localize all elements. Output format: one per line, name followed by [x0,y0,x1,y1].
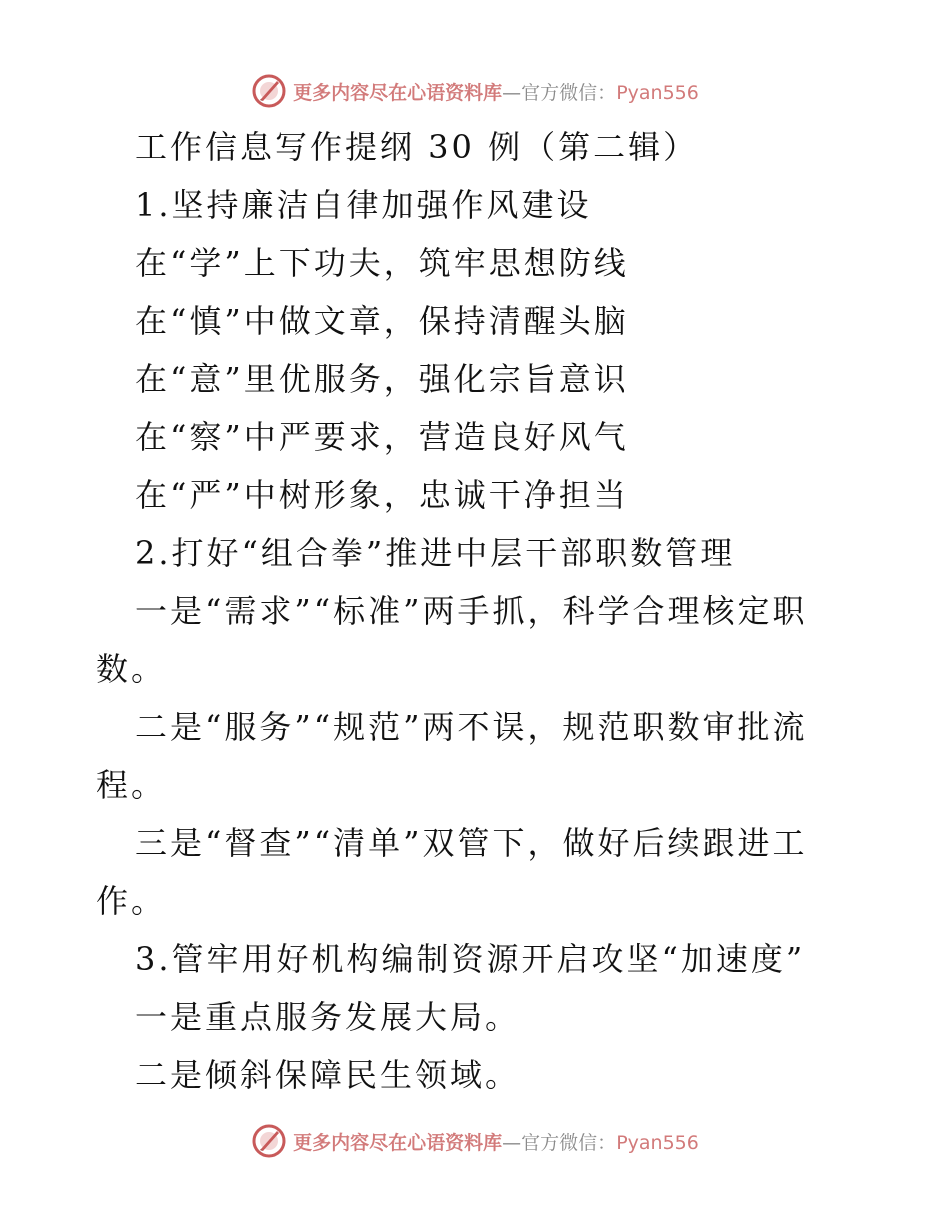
section-heading: 3.管牢用好机构编制资源开启攻坚“加速度” [135,940,806,978]
paragraph-line: 在“严”中树形象，忠诚干净担当 [135,476,629,514]
seal-logo-icon [251,73,287,109]
paragraph-line: 在“学”上下功夫，筑牢思想防线 [135,244,629,282]
watermark-wechat-id: Pyan556 [616,1131,699,1154]
footer-watermark [0,1120,950,1162]
watermark-text [293,1128,699,1155]
watermark-text [293,78,699,105]
paragraph-line-continuation: 数。 [96,650,167,688]
watermark-wechat-id: Pyan556 [616,81,699,104]
document-body [0,118,950,1104]
paragraph-line: 一是重点服务发展大局。 [135,998,521,1036]
paragraph-line: 在“察”中严要求，营造良好风气 [135,418,629,456]
paragraph-line: 在“慎”中做文章，保持清醒头脑 [135,302,629,340]
seal-logo-icon [251,1123,287,1159]
paragraph-line: 三是“督查”“清单”双管下，做好后续跟进工 [135,824,808,862]
watermark-official: —官方微信： [502,1131,617,1154]
watermark-official: —官方微信： [502,81,617,104]
paragraph-line: 一是“需求”“标准”两手抓，科学合理核定职 [135,592,808,630]
paragraph-line: 在“意”里优服务，强化宗旨意识 [135,360,629,398]
section-heading: 1.坚持廉洁自律加强作风建设 [135,186,592,224]
section-heading: 2.打好“组合拳”推进中层干部职数管理 [135,534,736,572]
header-watermark [0,70,950,112]
document-title: 工作信息写作提纲 30 例（第二辑） [135,128,699,166]
watermark-brand: 更多内容尽在心语资料库 [293,1131,503,1154]
paragraph-line-continuation: 作。 [96,882,167,920]
watermark-brand: 更多内容尽在心语资料库 [293,81,503,104]
paragraph-line-continuation: 程。 [96,766,167,804]
paragraph-line: 二是“服务”“规范”两不误，规范职数审批流 [135,708,808,746]
paragraph-line: 二是倾斜保障民生领域。 [135,1056,521,1094]
